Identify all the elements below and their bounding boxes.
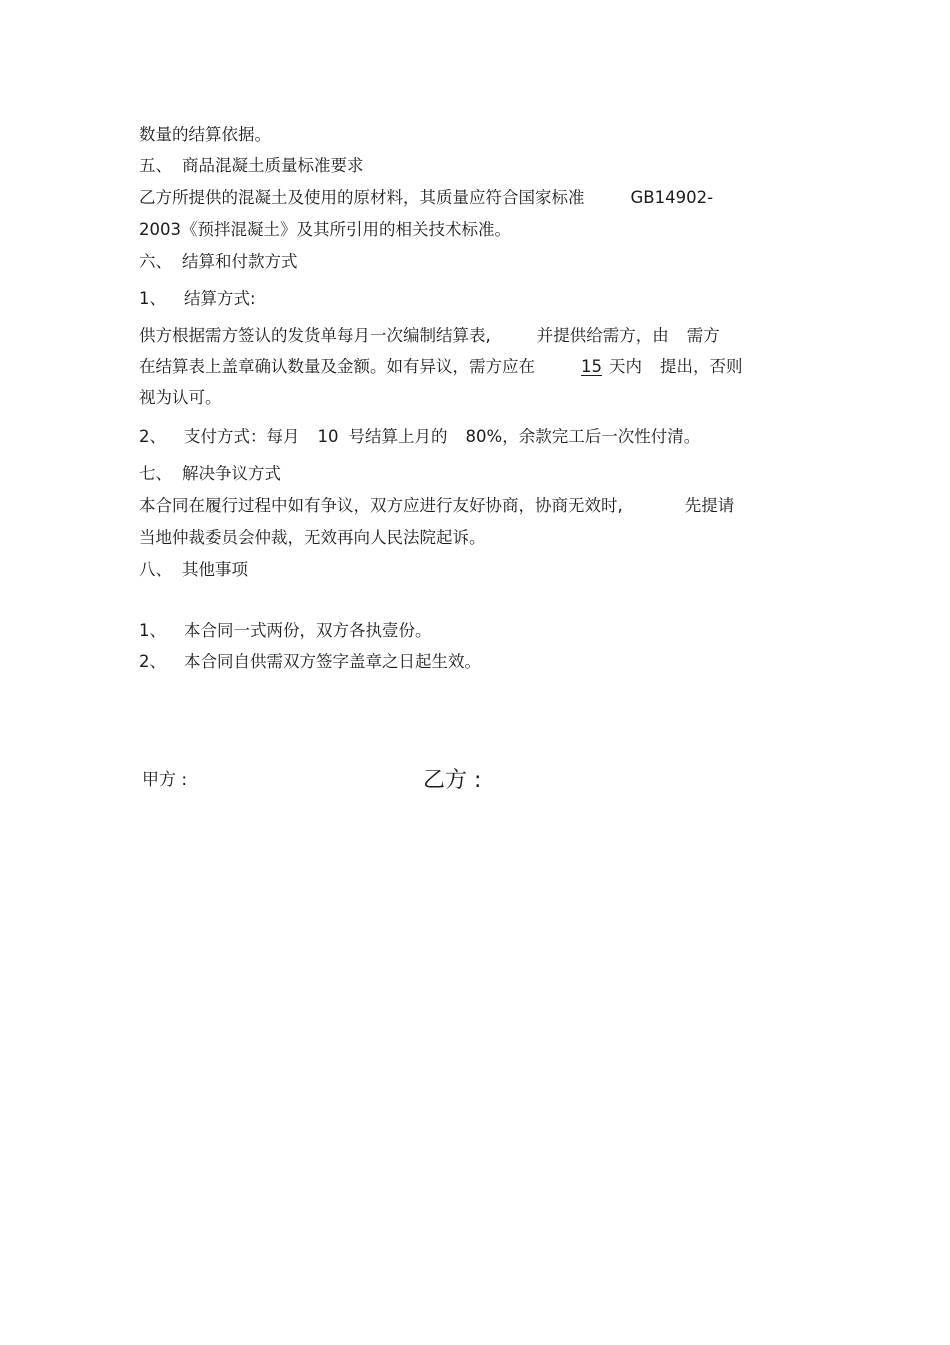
- section-number: 八、: [139, 560, 172, 579]
- days-value: 15: [581, 357, 602, 376]
- item-number: 2、: [139, 427, 166, 446]
- party-b-label: 乙方 :: [423, 768, 482, 793]
- text: 乙方所提供的混凝土及使用的原材料，其质量应符合国家标准: [139, 188, 585, 207]
- text: 号结算上月的: [348, 427, 448, 446]
- text: 本合同一式两份，双方各执壹份。: [184, 621, 432, 640]
- section-title: 其他事项: [182, 560, 248, 579]
- text: 先提请: [684, 496, 735, 515]
- percent-value: 80%: [465, 427, 503, 446]
- paragraph-line: [139, 187, 713, 209]
- paragraph-line: [139, 219, 511, 241]
- paragraph-line: [139, 325, 720, 347]
- item-number: 1、: [139, 621, 166, 640]
- paragraph-line: [139, 356, 743, 378]
- text: 本合同在履行过程中如有争议，双方应进行友好协商，协商无效时,: [139, 496, 623, 515]
- text: 天内: [609, 357, 642, 376]
- text: 视为认可。: [139, 388, 222, 407]
- text: 当地仲裁委员会仲裁，无效再向人民法院起诉。: [139, 528, 486, 547]
- text: 供方根据需方签认的发货单每月一次编制结算表,: [139, 326, 491, 345]
- text: 2003《预拌混凝土》及其所引用的相关技术标准。: [139, 220, 511, 239]
- list-item: [139, 288, 256, 310]
- list-item: [139, 651, 481, 673]
- text: 在结算表上盖章确认数量及金额。如有异议，需方应在: [139, 357, 535, 376]
- list-item: [139, 620, 432, 642]
- paragraph-line: [139, 495, 734, 517]
- paragraph-line: [139, 124, 271, 146]
- item-number: 1、: [139, 289, 166, 308]
- item-number: 2、: [139, 652, 166, 671]
- section-number: 七、: [139, 464, 172, 483]
- text: 并提供给需方，由: [536, 326, 669, 345]
- text: 支付方式：每月: [184, 427, 300, 446]
- paragraph-line: [139, 527, 486, 549]
- item-title: 结算方式:: [184, 289, 256, 308]
- text: ，余款完工后一次性付清。: [502, 427, 701, 446]
- text: 本合同自供需双方签字盖章之日起生效。: [184, 652, 481, 671]
- section-heading-6: [139, 251, 298, 273]
- section-heading-5: [139, 155, 364, 177]
- section-heading-8: [139, 559, 248, 581]
- standard-code: GB14902-: [630, 188, 714, 207]
- list-item: [139, 426, 700, 448]
- section-title: 解决争议方式: [182, 464, 281, 483]
- section-number: 五、: [139, 156, 172, 175]
- text: 需方: [686, 326, 720, 345]
- text: 数量的结算依据。: [139, 125, 271, 144]
- party-a-label: 甲方 :: [142, 770, 188, 790]
- section-title: 商品混凝土质量标准要求: [182, 156, 364, 175]
- day-value: 10: [317, 427, 339, 446]
- section-heading-7: [139, 463, 281, 485]
- text: 提出，否则: [660, 357, 743, 376]
- section-title: 结算和付款方式: [182, 252, 298, 271]
- paragraph-line: [139, 387, 222, 409]
- section-number: 六、: [139, 252, 172, 271]
